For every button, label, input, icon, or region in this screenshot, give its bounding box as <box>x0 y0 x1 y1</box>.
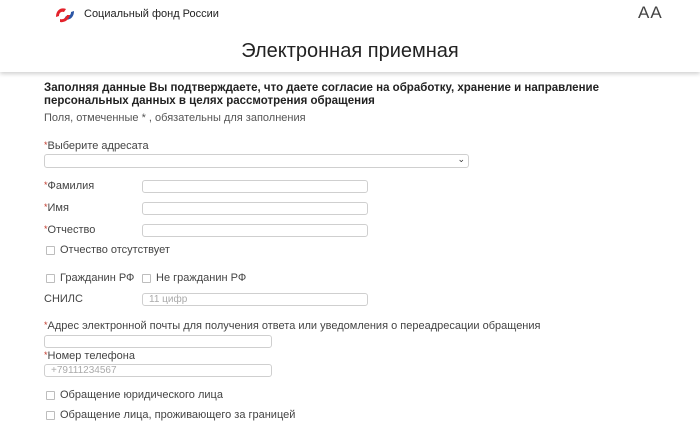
addressee-select[interactable] <box>44 154 469 168</box>
chevron-down-icon: ⌄ <box>457 154 465 164</box>
legal-entity-label: Обращение юридического лица <box>60 389 223 401</box>
phone-label: *Номер телефона <box>44 350 135 362</box>
citizen-rf-checkbox[interactable] <box>46 272 134 284</box>
sfr-logo-icon <box>52 4 78 24</box>
sfr-logo[interactable] <box>52 4 219 24</box>
checkbox-icon[interactable] <box>46 411 55 420</box>
non-citizen-rf-checkbox[interactable] <box>142 272 246 284</box>
checkbox-icon[interactable] <box>46 391 55 400</box>
phone-placeholder: +79111234567 <box>51 365 117 376</box>
site-header <box>0 0 700 72</box>
name-label: *Имя <box>44 202 69 214</box>
font-size-toggle-button[interactable]: AA <box>638 3 663 22</box>
no-patronymic-label: Отчество отсутствует <box>60 244 170 256</box>
patronymic-label: *Отчество <box>44 224 96 236</box>
patronymic-input[interactable] <box>142 224 368 237</box>
required-fields-note: Поля, отмеченные * , обязательны для заполнения <box>44 112 306 124</box>
checkbox-icon[interactable] <box>142 274 151 283</box>
checkbox-icon[interactable] <box>46 274 55 283</box>
required-mark: * <box>44 202 48 212</box>
non-citizen-rf-label: Не гражданин РФ <box>156 272 247 284</box>
citizen-rf-label: Гражданин РФ <box>60 272 135 284</box>
no-patronymic-checkbox[interactable] <box>46 244 170 256</box>
snils-input[interactable] <box>142 293 368 306</box>
required-mark: * <box>44 320 48 330</box>
phone-input[interactable] <box>44 364 272 377</box>
abroad-checkbox[interactable] <box>46 409 295 421</box>
page-title: Электронная приемная <box>241 40 459 62</box>
consent-text: Заполняя данные Вы подтверждаете, что даете согласие на обработку, хранение и направление персональных данных в целях рассмотрения обращения <box>44 82 599 107</box>
required-mark: * <box>44 224 48 234</box>
checkbox-icon[interactable] <box>46 246 55 255</box>
surname-label: *Фамилия <box>44 180 95 192</box>
snils-label: СНИЛС <box>44 293 83 305</box>
required-mark: * <box>44 350 48 360</box>
required-mark: * <box>44 180 48 190</box>
email-input[interactable] <box>44 335 272 348</box>
email-label: *Адрес электронной почты для получения ответа или уведомления о переадресации обращения <box>44 320 541 332</box>
abroad-label: Обращение лица, проживающего за границей <box>60 409 296 421</box>
addressee-label: *Выберите адресата <box>44 140 149 152</box>
legal-entity-checkbox[interactable] <box>46 389 223 401</box>
required-mark: * <box>44 140 48 150</box>
name-input[interactable] <box>142 202 368 215</box>
logo-text: Социальный фонд России <box>84 8 219 20</box>
snils-placeholder: 11 цифр <box>149 294 188 305</box>
surname-input[interactable] <box>142 180 368 193</box>
